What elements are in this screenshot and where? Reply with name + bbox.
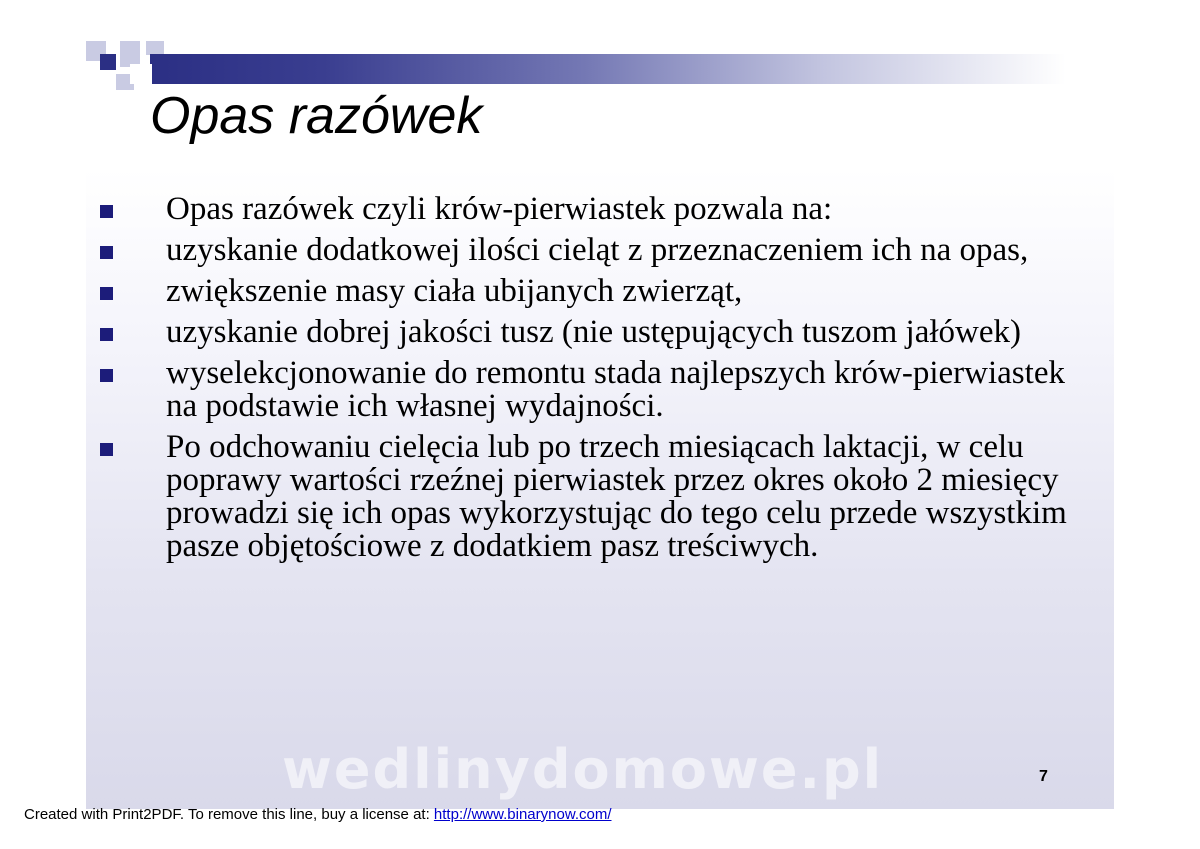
list-item <box>100 275 1100 308</box>
decor-square <box>146 41 164 55</box>
square-bullet-icon <box>100 205 113 218</box>
bullet-text: uzyskanie dobrej jakości tusz (nie ustępujących tuszom jałówek) <box>166 314 1021 350</box>
license-link[interactable]: http://www.binarynow.com/ <box>433 806 612 823</box>
watermark: wedlinydomowe.pl <box>282 738 884 801</box>
bullet-text: Po odchowaniu cielęcia lub po trzech miesiącach laktacji, w celu poprawy wartości rzeźnej pierwiastek przez okres około 2 miesięcy prowadzi się ich opas wykorzystując do tego celu przede wszystkim pasze objętościowe z dodatkiem pasz treściwych. <box>166 429 1067 564</box>
slide <box>86 38 1114 809</box>
bullet-text: uzyskanie dodatkowej ilości cieląt z przeznaczeniem ich na opas, <box>166 232 1029 268</box>
decor-square <box>130 64 152 84</box>
footer-text: Created with Print2PDF. To remove this line, buy a license at: <box>24 806 434 823</box>
square-bullet-icon <box>100 443 113 456</box>
page-number: 7 <box>1039 768 1048 785</box>
list-item <box>100 431 1100 563</box>
bullet-list <box>100 193 1100 571</box>
bullet-text: wyselekcjonowanie do remontu stada najlepszych krów-pierwiastek na podstawie ich własnej wydajności. <box>166 355 1065 424</box>
bullet-text: Opas razówek czyli krów-pierwiastek pozwala na: <box>166 191 833 227</box>
list-item <box>100 193 1100 226</box>
square-bullet-icon <box>100 246 113 259</box>
slide-title: Opas razówek <box>150 87 483 145</box>
square-bullet-icon <box>100 328 113 341</box>
print2pdf-footer <box>24 806 612 823</box>
square-bullet-icon <box>100 287 113 300</box>
title-gradient-bar <box>150 54 1114 84</box>
list-item <box>100 316 1100 349</box>
bullet-text: zwiększenie masy ciała ubijanych zwierząt, <box>166 273 743 309</box>
list-item <box>100 234 1100 267</box>
square-bullet-icon <box>100 369 113 382</box>
list-item <box>100 357 1100 423</box>
decor-square <box>100 54 116 70</box>
